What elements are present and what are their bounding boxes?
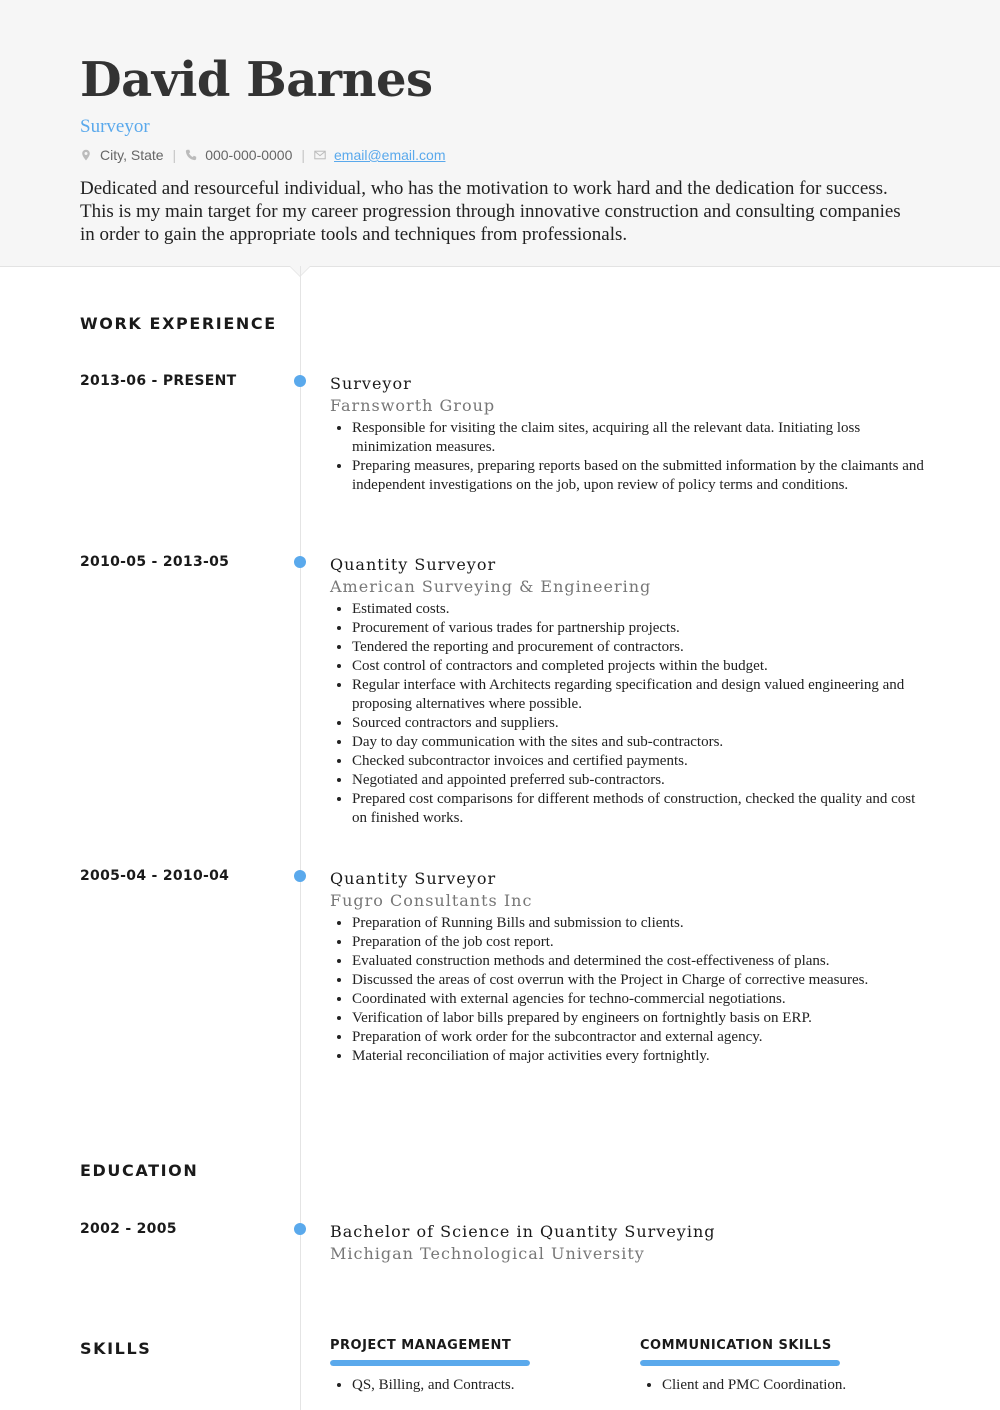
job-dates: 2013-06 - PRESENT [80,373,237,389]
work-experience-heading: WORK EXPERIENCE [80,314,277,333]
job-bullets [330,419,930,495]
candidate-name: David Barnes [80,52,433,108]
skill-bullets [330,1376,550,1395]
timeline-dot [294,556,306,568]
job-role: Surveyor [330,374,412,393]
job-content [330,373,930,495]
skill-level-fill [330,1360,530,1366]
map-pin-icon [80,149,92,161]
job-bullet: • Sourced contractors and suppliers. [352,714,930,733]
contact-info [80,145,445,165]
skill-name: PROJECT MANAGEMENT [330,1338,512,1353]
job-bullet: • Preparation of the job cost report. [352,933,930,952]
timeline-line [300,266,301,1410]
job-company: Fugro Consultants Inc [330,891,533,910]
location-text: City, State [100,147,164,163]
phone-text: 000-000-0000 [205,147,293,163]
school-name: Michigan Technological University [330,1244,645,1263]
job-bullet: • Regular interface with Architects regarding specification and design valued engineering and proposing alternatives where possible. [352,676,930,714]
job-bullet: • Responsible for visiting the claim sites, acquiring all the relevant data. Initiating loss minimization measures. [352,419,930,457]
email-link[interactable]: email@email.com [334,147,446,163]
job-bullet: • Procurement of various trades for partnership projects. [352,619,930,638]
job-bullet: • Cost control of contractors and completed projects within the budget. [352,657,930,676]
job-company: Farnsworth Group [330,396,496,415]
education-heading: EDUCATION [80,1161,199,1180]
skill-bullets [640,1376,860,1395]
job-dates: 2010-05 - 2013-05 [80,554,230,570]
candidate-title: Surveyor [80,116,150,137]
job-company: American Surveying & Engineering [330,577,652,596]
job-role: Quantity Surveyor [330,555,497,574]
contact-email[interactable] [314,147,445,163]
skill-level-bar [330,1360,530,1366]
contact-separator: | [301,147,306,163]
skill-name: COMMUNICATION SKILLS [640,1338,832,1353]
job-bullet: • Day to day communication with the sites and sub-contractors. [352,733,930,752]
job-content [330,868,930,1066]
job-bullet: • Discussed the areas of cost overrun with the Project in Charge of corrective measures. [352,971,930,990]
job-bullet: • Material reconciliation of major activities every fortnightly. [352,1047,930,1066]
job-bullet: • Preparation of work order for the subcontractor and external agency. [352,1028,930,1047]
timeline-dot [294,870,306,882]
job-bullet: • Checked subcontractor invoices and certified payments. [352,752,930,771]
job-bullet: • Coordinated with external agencies for techno-commercial negotiations. [352,990,930,1009]
job-dates: 2005-04 - 2010-04 [80,868,230,884]
skill-level-bar [640,1360,840,1366]
job-bullet: • Tendered the reporting and procurement of contractors. [352,638,930,657]
contact-phone [185,147,292,163]
job-bullet: • Preparing measures, preparing reports based on the submitted information by the claimants and independent investigations on the job, upon review of policy terms and conditions. [352,457,930,495]
job-role: Quantity Surveyor [330,869,497,888]
skill-item [330,1338,550,1395]
education-dates: 2002 - 2005 [80,1221,177,1237]
job-bullet: • Evaluated construction methods and determined the cost-effectiveness of plans. [352,952,930,971]
skill-level-fill [640,1360,840,1366]
job-bullet: • Negotiated and appointed preferred sub-contractors. [352,771,930,790]
phone-icon [185,149,197,161]
education-content [330,1221,930,1265]
degree-name: Bachelor of Science in Quantity Surveying [330,1222,716,1241]
envelope-icon [314,149,326,161]
skill-item [640,1338,860,1395]
job-bullet: • Verification of labor bills prepared by engineers on fortnightly basis on ERP. [352,1009,930,1028]
contact-location [80,147,164,163]
timeline-dot [294,1223,306,1235]
job-bullets [330,914,930,1066]
summary-text: Dedicated and resourceful individual, who has the motivation to work hard and the dedication for success. This is my main target for my career progression through innovative construction and consulting companies in order to gain the appropriate tools and techniques from professionals. [80,178,901,245]
job-bullet: • Prepared cost comparisons for different methods of construction, checked the quality and cost on finished works. [352,790,930,828]
job-content [330,554,930,828]
job-bullets [330,600,930,828]
skill-bullet: • Client and PMC Coordination. [662,1376,860,1395]
job-bullet: • Estimated costs. [352,600,930,619]
contact-separator: | [172,147,177,163]
timeline-dot [294,375,306,387]
job-bullet: • Preparation of Running Bills and submission to clients. [352,914,930,933]
skill-bullet: • QS, Billing, and Contracts. [352,1376,550,1395]
skills-heading: SKILLS [80,1339,152,1358]
